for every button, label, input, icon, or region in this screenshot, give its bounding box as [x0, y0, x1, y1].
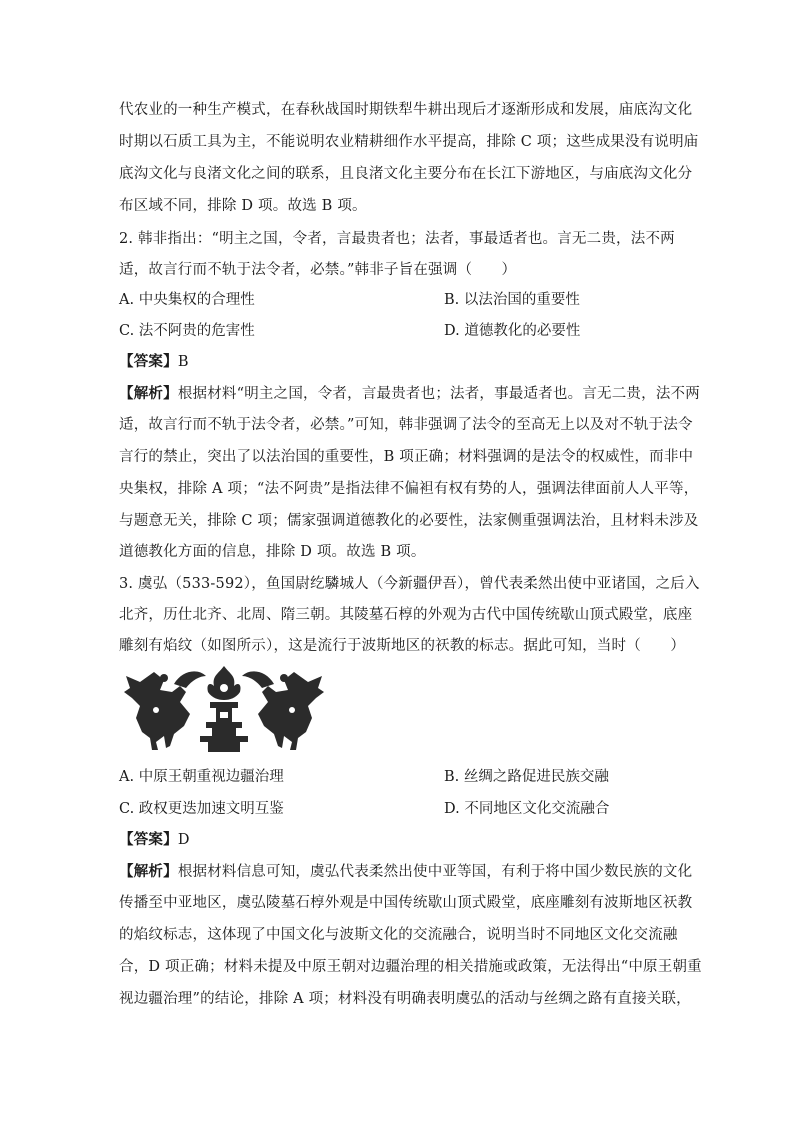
- q2-stem-line-1: 2. 韩非指出：“明主之国，令者，言最贵者也；法者，事最适者也。言无二贵，法不两: [119, 231, 675, 247]
- q2-analysis-text-1: 根据材料“明主之国，令者，言最贵者也；法者，事最适者也。言无二贵，法不两: [177, 386, 700, 402]
- q3-analysis-line-5: 视边疆治理”的结论，排除 A 项；材料没有明确表明虞弘的活动与丝绸之路有直接关联，: [119, 991, 691, 1007]
- q3-answer-label: 【答案】: [119, 831, 178, 848]
- q3-option-a: A. 中原王朝重视边疆治理: [119, 769, 284, 785]
- q1-analysis-line-4: 布区域不同，排除 D 项。故选 B 项。: [119, 198, 367, 214]
- q3-stem-line-2: 北齐，历仕北齐、北周、隋三朝。其陵墓石椁的外观为古代中国传统歇山顶式殿堂，底座: [119, 607, 693, 623]
- q2-analysis-line-1: [119, 384, 700, 404]
- q3-analysis-line-4: 合，D 项正确；材料未提及中原王朝对边疆治理的相关措施或政策，无法得出“中原王朝重: [119, 959, 702, 975]
- q2-stem-line-2: 适，故言行而不轨于法令者，必禁。”韩非子旨在强调（ ）: [119, 262, 517, 278]
- q2-analysis-line-3: 言行的禁止，突出了以法治国的重要性，B 项正确；材料强调的是法令的权威性，而非中: [119, 449, 694, 465]
- q2-analysis-label: 【解析】: [119, 385, 178, 402]
- q2-option-b: B. 以法治国的重要性: [444, 292, 580, 308]
- q2-option-a: A. 中央集权的合理性: [119, 292, 255, 308]
- q2-answer-value: B: [177, 354, 189, 370]
- q2-analysis-line-6: 道德教化方面的信息，排除 D 项。故选 B 项。: [119, 544, 426, 560]
- q3-stem-line-3: 雕刻有焰纹（如图所示），这是流行于波斯地区的祆教的标志。据此可知，当时（ ）: [119, 638, 686, 654]
- q2-analysis-line-5: 与题意无关，排除 C 项；儒家强调道德教化的必要性，法家侧重强调法治，且材料未涉及: [119, 513, 699, 529]
- q3-answer: [119, 830, 679, 850]
- q2-option-d: D. 道德教化的必要性: [444, 323, 581, 339]
- q2-answer: [119, 352, 679, 372]
- q1-analysis-line-3: 底沟文化与良渚文化之间的联系，且良渚文化主要分布在长江下游地区，与庙底沟文化分: [119, 166, 693, 182]
- q3-analysis-line-2: 传播至中亚地区，虞弘陵墓石椁外观是中国传统歇山顶式殿堂，底座雕刻有波斯地区祆教: [119, 895, 693, 911]
- q1-analysis-line-1: 代农业的一种生产模式，在春秋战国时期铁犁牛耕出现后才逐渐形成和发展，庙底沟文化: [119, 102, 693, 118]
- q3-stem-line-1: 3. 虞弘（533-592），鱼国尉纥驎城人（今新疆伊吾），曾代表柔然出使中亚诸国，之后入: [119, 576, 700, 592]
- q3-analysis-label: 【解析】: [119, 863, 178, 880]
- q3-option-d: D. 不同地区文化交流融合: [444, 801, 610, 817]
- q2-option-c: C. 法不阿贵的危害性: [119, 323, 255, 339]
- q3-option-b: B. 丝绸之路促进民族交融: [444, 769, 609, 785]
- q3-analysis-line-1: [119, 862, 693, 882]
- q2-analysis-line-4: 央集权，排除 A 项；“法不阿贵”是指法律不偏袒有权有势的人，强调法律面前人人平等，: [119, 481, 699, 497]
- q3-analysis-text-1: 根据材料信息可知，虞弘代表柔然出使中亚等国，有利于将中国少数民族的文化: [177, 864, 693, 880]
- fire-altar-relief-icon: [120, 662, 328, 758]
- q1-analysis-line-2: 时期以石质工具为主，不能说明农业精耕细作水平提高，排除 C 项；这些成果没有说明庙: [119, 134, 699, 150]
- q2-answer-label: 【答案】: [119, 353, 178, 370]
- q2-analysis-line-2: 适，故言行而不轨于法令者，必禁。”可知，韩非强调了法令的至高无上以及对不轨于法令: [119, 417, 693, 433]
- q3-option-c: C. 政权更迭加速文明互鉴: [119, 801, 284, 817]
- q3-analysis-line-3: 的焰纹标志，这体现了中国文化与波斯文化的交流融合，说明当时不同地区文化交流融: [119, 927, 678, 943]
- q3-answer-value: D: [177, 832, 190, 848]
